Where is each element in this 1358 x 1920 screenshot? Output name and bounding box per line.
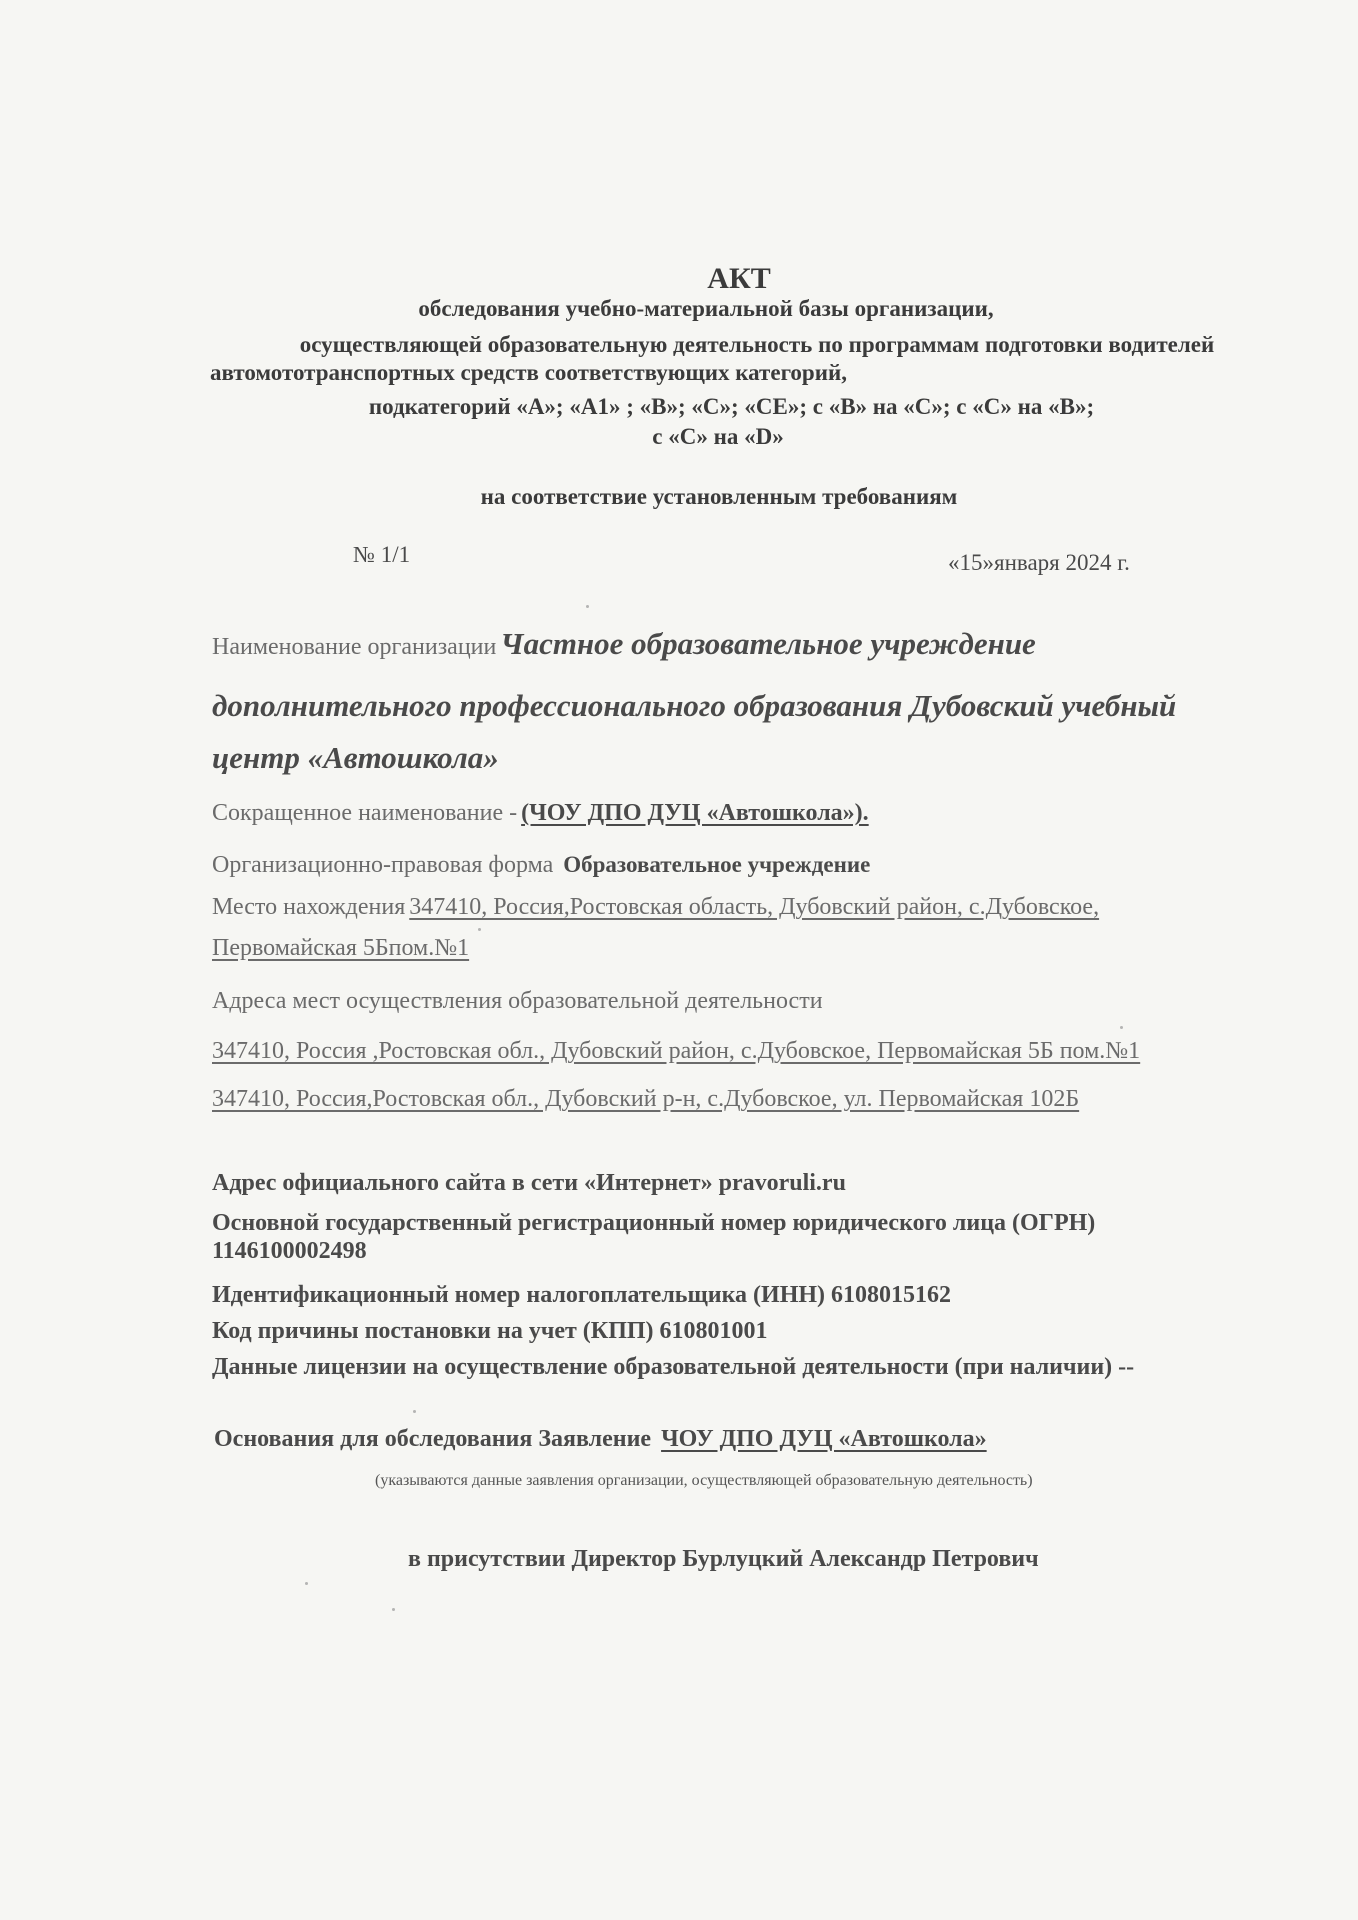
- basis-value: ЧОУ ДПО ДУЦ «Автошкола»: [661, 1426, 987, 1452]
- scan-speck: [1120, 1026, 1123, 1029]
- basis-row: [214, 1426, 987, 1453]
- title-line-4: подкатегорий «А»; «А1» ; «В»; «С»; «СЕ»; с «В» на «С»; с «С» на «В»;: [368, 394, 1095, 419]
- license-line: Данные лицензии на осуществление образовательной деятельности (при наличии) --: [212, 1354, 1135, 1380]
- ogrn-value: 1146100002498: [212, 1238, 367, 1264]
- legal-form-value: Образовательное учреждение: [563, 852, 871, 877]
- location-line-1: 347410, Россия,Ростовская область, Дубовский район, с.Дубовское,: [409, 894, 1100, 920]
- presence-line: в присутствии Директор Бурлуцкий Александр Петрович: [408, 1546, 1039, 1572]
- compliance-line: на соответствие установленным требованиям: [480, 484, 958, 509]
- legal-form-label: Организационно-правовая форма: [212, 852, 554, 878]
- website-line: Адрес официального сайта в сети «Интернет» pravoruli.ru: [212, 1170, 846, 1196]
- scan-speck: [392, 1608, 395, 1611]
- location-row: [212, 894, 1099, 921]
- activity-address-2: 347410, Россия,Ростовская обл., Дубовский р-н, с.Дубовское, ул. Первомайская 102Б: [212, 1086, 1080, 1112]
- short-name-row: [212, 800, 869, 827]
- title-line-5: с «С» на «D»: [652, 424, 784, 449]
- scan-speck: [586, 605, 589, 608]
- org-name-line-1: Частное образовательное учреждение: [500, 626, 1036, 661]
- activity-address-1: 347410, Россия ,Ростовская обл., Дубовский район, с.Дубовское, Первомайская 5Б пом.№1: [212, 1038, 1141, 1064]
- short-name-value: (ЧОУ ДПО ДУЦ «Автошкола»).: [521, 800, 869, 826]
- scan-speck: [478, 928, 481, 931]
- location-label: Место нахождения: [212, 894, 406, 920]
- title-line-3: автомототранспортных средств соответствующих категорий,: [210, 360, 847, 385]
- org-name-row: [212, 626, 1036, 662]
- basis-label: Основания для обследования Заявление: [214, 1426, 652, 1452]
- org-name-line-3: центр «Автошкола»: [212, 740, 499, 775]
- title-line-2: осуществляющей образовательную деятельность по программам подготовки водителей: [299, 332, 1215, 357]
- location-line-2: Первомайская 5Бпом.№1: [212, 935, 470, 961]
- short-name-label: Сокращенное наименование -: [212, 800, 518, 826]
- title-line-1: обследования учебно-материальной базы организации,: [418, 296, 994, 321]
- act-title: АКТ: [707, 262, 771, 295]
- org-name-line-2: дополнительного профессионального образования Дубовский учебный: [212, 688, 1177, 723]
- scan-speck: [413, 1410, 416, 1413]
- legal-form-row: [212, 852, 870, 879]
- basis-note: (указываются данные заявления организации, осуществляющей образовательную деятельность): [375, 1472, 1033, 1489]
- ogrn-label: Основной государственный регистрационный номер юридического лица (ОГРН): [212, 1210, 1096, 1236]
- kpp-line: Код причины постановки на учет (КПП) 610801001: [212, 1318, 768, 1344]
- act-number: № 1/1: [353, 542, 411, 567]
- activity-addresses-label: Адреса мест осуществления образовательной деятельности: [212, 988, 823, 1014]
- scan-speck: [305, 1582, 308, 1585]
- act-date: «15»января 2024 г.: [948, 550, 1130, 575]
- org-name-label: Наименование организации: [212, 634, 497, 660]
- inn-line: Идентификационный номер налогоплательщика (ИНН) 6108015162: [212, 1282, 952, 1308]
